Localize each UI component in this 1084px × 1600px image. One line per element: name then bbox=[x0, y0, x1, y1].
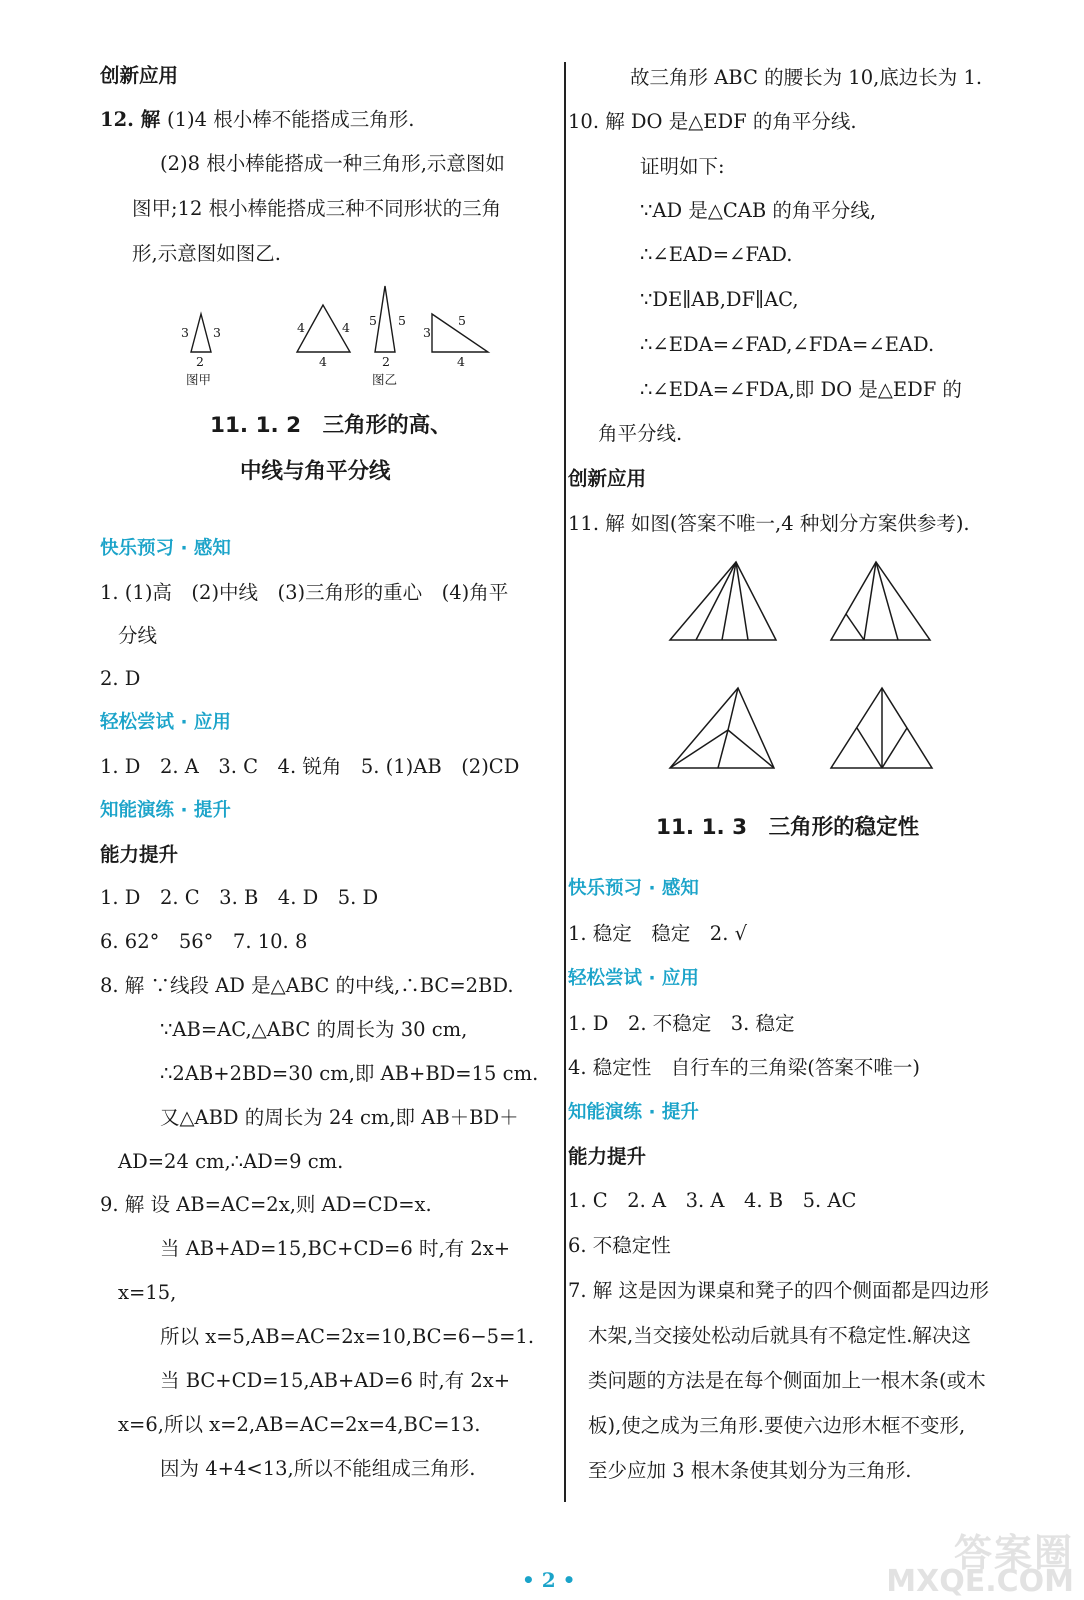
q12-label: 12. 解 bbox=[100, 108, 161, 131]
q7-line-4: 板),使之成为三角形.要使六边形木框不变形, bbox=[588, 1414, 966, 1437]
trial-answers-right-2: 4. 稳定性 自行车的三角梁(答案不唯一) bbox=[568, 1056, 921, 1079]
q10-line-6: ∴∠EDA=∠FAD,∠FDA=∠EAD. bbox=[640, 333, 935, 356]
q10-line-5: ∵DE∥AB,DF∥AC, bbox=[640, 288, 799, 311]
trial-title-right: 轻松尝试 · 应用 bbox=[568, 968, 699, 989]
section-title-innovation-right: 创新应用 bbox=[568, 467, 647, 490]
section-heading-11-1-2-line1: 11. 1. 2 三角形的高、 bbox=[210, 413, 452, 438]
preview-answer-1: 1. (1)高 (2)中线 (3)三角形的重心 (4)角平 bbox=[100, 581, 509, 604]
preview-title-right: 快乐预习 · 感知 bbox=[568, 878, 699, 899]
section-title-innovation: 创新应用 bbox=[100, 64, 179, 87]
q8-line-3: ∴2AB+2BD=30 cm,即 AB+BD=15 cm. bbox=[160, 1062, 539, 1085]
tri-yi3-bottom-label: 4 bbox=[457, 354, 465, 369]
q9-line-1: 9. 解 设 AB=AC=2x,则 AD=CD=x. bbox=[100, 1193, 432, 1216]
q12-line-4: 形,示意图如图乙. bbox=[132, 242, 281, 265]
triangle-jia bbox=[191, 314, 211, 352]
figure-caption-jia: 图甲 bbox=[186, 372, 212, 387]
ability-answers-right-2: 6. 不稳定性 bbox=[568, 1234, 671, 1257]
section-heading-11-1-3: 11. 1. 3 三角形的稳定性 bbox=[656, 815, 920, 840]
ability-answers-right-1: 1. C 2. A 3. A 4. B 5. AC bbox=[568, 1189, 857, 1212]
q9-line-4: 所以 x=5,AB=AC=2x=10,BC=6−5=1. bbox=[160, 1325, 535, 1348]
tri-yi1-right-label: 4 bbox=[342, 320, 350, 335]
q10-line-3: ∵AD 是△CAB 的角平分线, bbox=[640, 199, 877, 222]
q12-line-3: 图甲;12 根小棒能搭成三种不同形状的三角 bbox=[132, 197, 502, 220]
tri-jia-bottom-label: 2 bbox=[196, 354, 204, 369]
trial-answers: 1. D 2. A 3. C 4. 锐角 5. (1)AB (2)CD bbox=[100, 755, 520, 778]
q8-line-4: 又△ABD 的周长为 24 cm,即 AB＋BD＋ bbox=[160, 1106, 519, 1129]
ability-title: 能力提升 bbox=[100, 843, 179, 866]
q7-line-5: 至少应加 3 根木条使其划分为三角形. bbox=[588, 1459, 912, 1482]
preview-answer-1-cont: 分线 bbox=[118, 624, 158, 647]
q10-line-1: 10. 解 DO 是△EDF 的角平分线. bbox=[568, 110, 857, 133]
q9-line-7: 因为 4+4<13,所以不能组成三角形. bbox=[160, 1457, 476, 1480]
practice-title: 知能演练 · 提升 bbox=[100, 800, 231, 821]
ability-answers-1: 1. D 2. C 3. B 4. D 5. D bbox=[100, 886, 379, 909]
q7-line-1: 7. 解 这是因为课桌和凳子的四个侧面都是四边形 bbox=[568, 1279, 990, 1302]
tri-yi1-left-label: 4 bbox=[297, 320, 305, 335]
tri-jia-left-label: 3 bbox=[181, 325, 189, 340]
q9-line-2: 当 AB+AD=15,BC+CD=6 时,有 2x+ bbox=[160, 1237, 511, 1260]
watermark-url-text: MXQE.COM bbox=[886, 1564, 1074, 1599]
column-divider bbox=[564, 62, 566, 1502]
q11-line: 11. 解 如图(答案不唯一,4 种划分方案供参考). bbox=[568, 512, 970, 535]
preview-answer-2: 2. D bbox=[100, 667, 141, 690]
tri-jia-right-label: 3 bbox=[213, 325, 221, 340]
q9-line-3: x=15, bbox=[118, 1281, 177, 1304]
trial-title: 轻松尝试 · 应用 bbox=[100, 712, 231, 733]
tri-yi2-bottom-label: 2 bbox=[382, 354, 390, 369]
watermark-main-text: 答案圈 bbox=[953, 1531, 1074, 1575]
partition-inner-triangle bbox=[831, 562, 930, 640]
watermark-logo bbox=[880, 1522, 1080, 1600]
figure-12-triangles bbox=[0, 0, 560, 400]
tri-yi3-hyp-label: 5 bbox=[458, 313, 466, 328]
preview-answer-right: 1. 稳定 稳定 2. √ bbox=[568, 922, 748, 945]
q12-line-1: (1)4 根小棒不能搭成三角形. bbox=[167, 108, 415, 131]
q10-line-8: 角平分线. bbox=[598, 422, 683, 445]
q9-line-6: x=6,所以 x=2,AB=AC=2x=4,BC=13. bbox=[118, 1413, 481, 1436]
section-heading-11-1-2-line2: 中线与角平分线 bbox=[240, 459, 391, 484]
q10-line-2: 证明如下: bbox=[640, 155, 725, 178]
partition-fan bbox=[670, 562, 776, 640]
tri-yi2-left-label: 5 bbox=[369, 313, 377, 328]
preview-title: 快乐预习 · 感知 bbox=[100, 538, 231, 559]
q9-line-5: 当 BC+CD=15,AB+AD=6 时,有 2x+ bbox=[160, 1369, 511, 1392]
q12-line-2: (2)8 根小棒能搭成一种三角形,示意图如 bbox=[160, 152, 505, 175]
q8-line-5: AD=24 cm,∴AD=9 cm. bbox=[118, 1150, 344, 1173]
tri-yi1-bottom-label: 4 bbox=[319, 354, 327, 369]
ability-title-right: 能力提升 bbox=[568, 1145, 647, 1168]
q8-line-2: ∵AB=AC,△ABC 的周长为 30 cm, bbox=[160, 1018, 468, 1041]
tri-yi2-right-label: 5 bbox=[398, 313, 406, 328]
tri-yi3-left-label: 3 bbox=[423, 325, 431, 340]
triangle-yi-2 bbox=[375, 286, 395, 352]
q7-line-2: 木架,当交接处松动后就具有不稳定性.解决这 bbox=[588, 1324, 971, 1347]
trial-answers-right-1: 1. D 2. 不稳定 3. 稳定 bbox=[568, 1012, 795, 1035]
q9-conclusion: 故三角形 ABC 的腰长为 10,底边长为 1. bbox=[630, 66, 983, 89]
figure-caption-yi: 图乙 bbox=[372, 372, 398, 387]
q10-line-7: ∴∠EDA=∠FDA,即 DO 是△EDF 的 bbox=[640, 378, 962, 401]
q8-line-1: 8. 解 ∵线段 AD 是△ABC 的中线,∴BC=2BD. bbox=[100, 974, 514, 997]
q10-line-4: ∴∠EAD=∠FAD. bbox=[640, 243, 793, 266]
ability-answers-2: 6. 62° 56° 7. 10. 8 bbox=[100, 930, 308, 953]
practice-title-right: 知能演练 · 提升 bbox=[568, 1102, 699, 1123]
figure-11-partitions bbox=[568, 0, 1084, 800]
q7-line-3: 类问题的方法是在每个侧面加上一根木条(或木 bbox=[588, 1369, 986, 1392]
page-number: • 2 • bbox=[522, 1568, 576, 1592]
